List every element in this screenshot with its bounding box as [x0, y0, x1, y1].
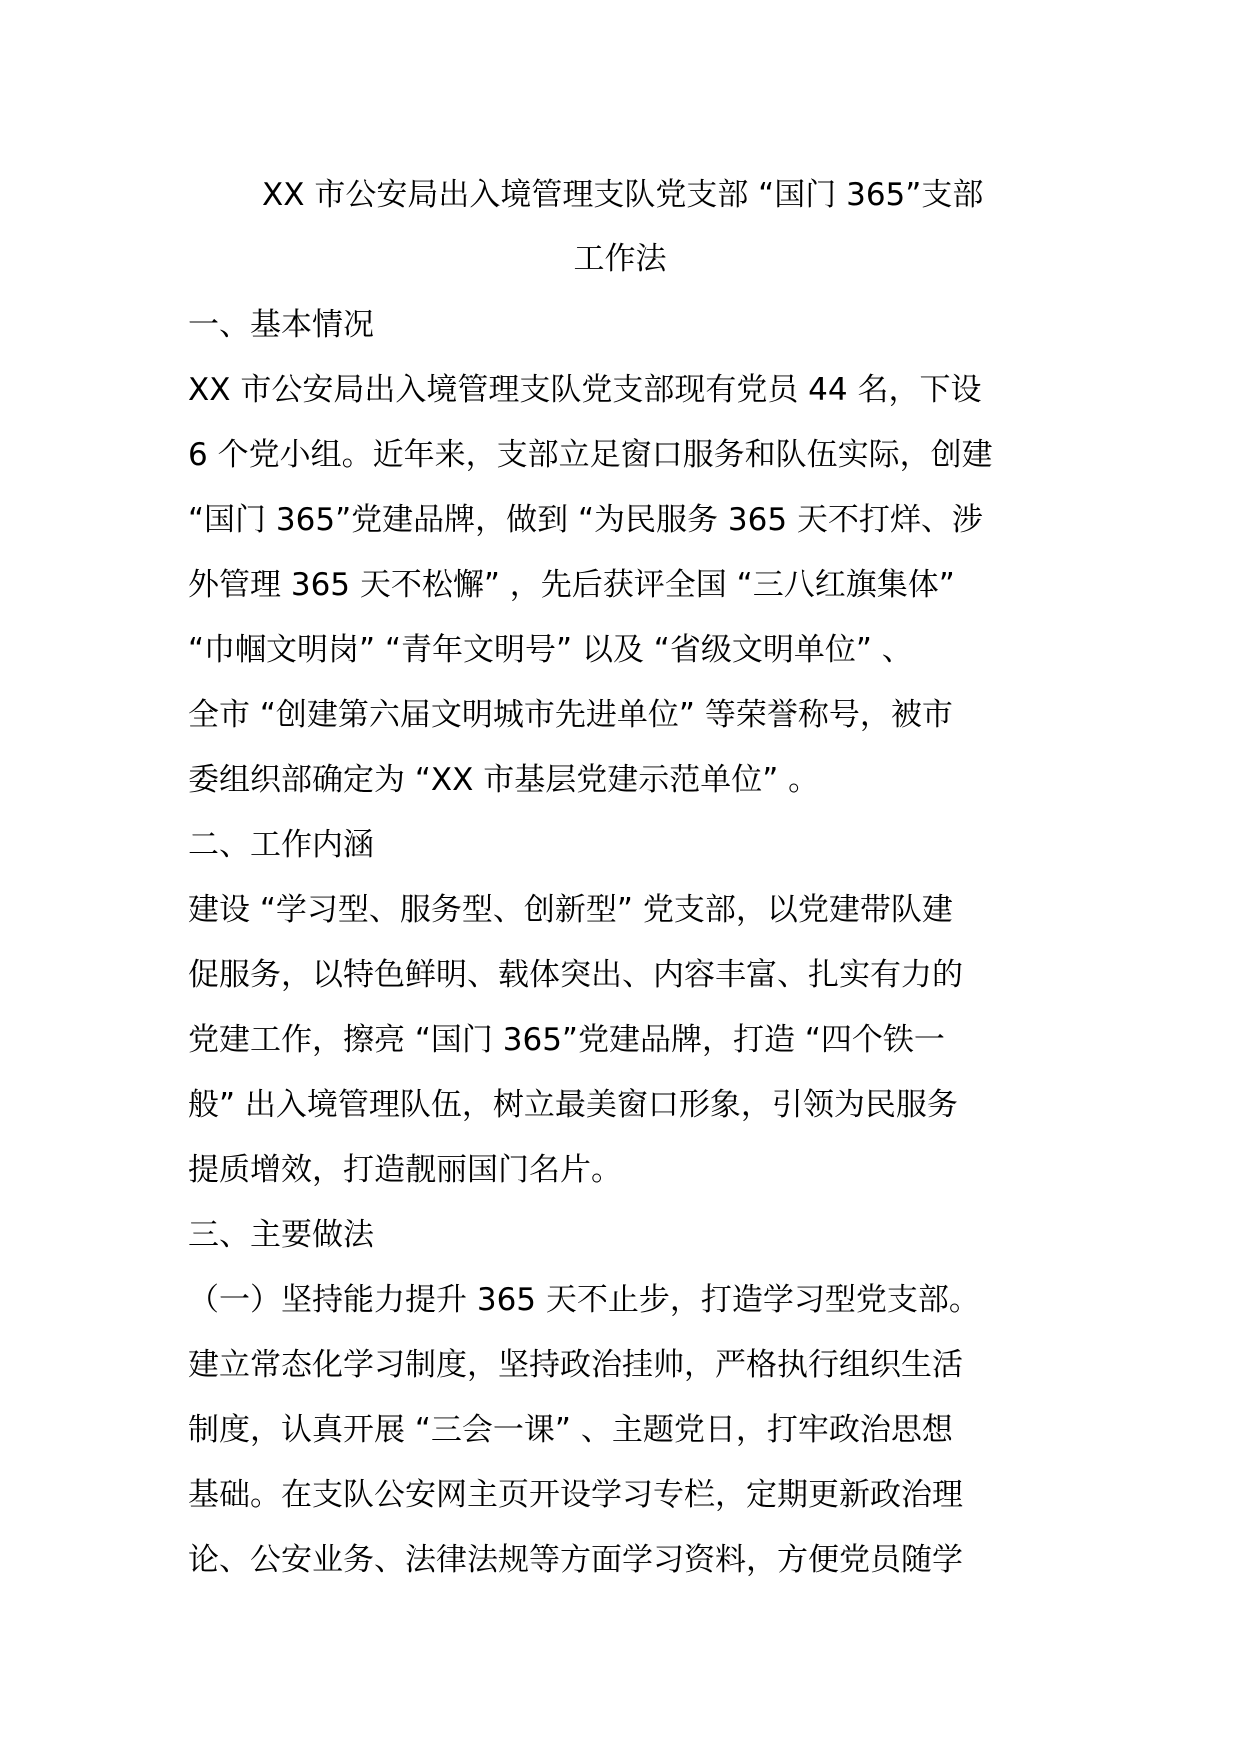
paragraph-line: 提质增效，打造靓丽国门名片。 [188, 1152, 622, 1188]
document-title-line-1: XX 市公安局出入境管理支队党支部 “国门 365”支部 [262, 177, 984, 213]
paragraph-line: 建设 “学习型、服务型、创新型” 党支部，以党建带队建 [188, 892, 953, 928]
document-title-line-2: 工作法 [573, 241, 667, 277]
paragraph-line: 基础。在支队公安网主页开设学习专栏，定期更新政治理 [188, 1477, 963, 1513]
section-heading-basic: 一、基本情况 [188, 307, 374, 343]
paragraph-line: 制度，认真开展 “三会一课” 、主题党日，打牢政治思想 [188, 1412, 953, 1448]
paragraph-line: 党建工作，擦亮 “国门 365”党建品牌，打造 “四个铁一 [188, 1022, 945, 1058]
paragraph-line: “国门 365”党建品牌，做到 “为民服务 365 天不打烊、涉 [188, 502, 983, 538]
paragraph-line: “巾帼文明岗” “青年文明号” 以及 “省级文明单位” 、 [188, 632, 913, 668]
document-body [188, 303, 1058, 1603]
paragraph-line: 促服务，以特色鲜明、载体突出、内容丰富、扎实有力的 [188, 957, 963, 993]
paragraph-line: XX 市公安局出入境管理支队党支部现有党员 44 名，下设 [188, 372, 982, 408]
section-heading-connotation: 二、工作内涵 [188, 827, 374, 863]
paragraph-line: 外管理 365 天不松懈” ，先后获评全国 “三八红旗集体” [188, 567, 955, 603]
paragraph-line: 论、公安业务、法律法规等方面学习资料，方便党员随学 [188, 1542, 963, 1578]
paragraph-line: 6 个党小组。近年来，支部立足窗口服务和队伍实际，创建 [188, 437, 993, 473]
paragraph-line: 建立常态化学习制度，坚持政治挂帅，严格执行组织生活 [188, 1347, 963, 1383]
paragraph-line: 般” 出入境管理队伍，树立最美窗口形象，引领为民服务 [188, 1087, 958, 1123]
paragraph-line: 委组织部确定为 “XX 市基层党建示范单位” 。 [188, 762, 820, 798]
paragraph-line: 全市 “创建第六届文明城市先进单位” 等荣誉称号，被市 [188, 697, 953, 733]
subsection-heading: （一）坚持能力提升 365 天不止步，打造学习型党支部。 [188, 1282, 980, 1318]
section-heading-practices: 三、主要做法 [188, 1217, 374, 1253]
